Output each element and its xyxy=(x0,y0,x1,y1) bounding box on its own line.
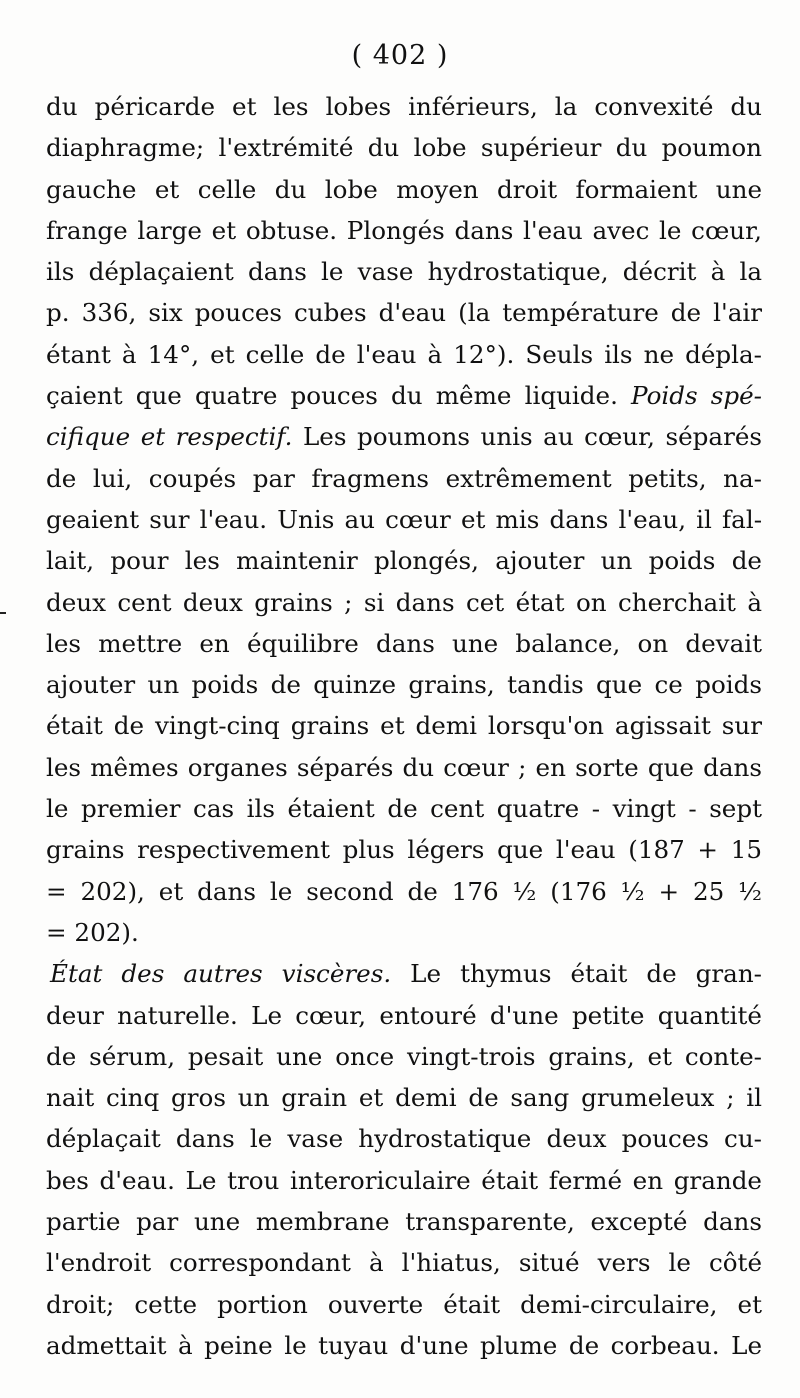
text-line xyxy=(46,292,762,333)
text-line xyxy=(46,953,762,994)
text-line xyxy=(46,705,762,746)
text-line xyxy=(46,1201,762,1242)
text-line xyxy=(46,1077,762,1118)
margin-mark xyxy=(0,612,6,614)
text-line xyxy=(46,1284,762,1325)
text-line xyxy=(46,871,762,912)
text-run: partie par une membrane transparente, excepté dans xyxy=(46,1207,762,1237)
text-run: p. 336, six pouces cubes d'eau (la température de l'air xyxy=(46,298,762,328)
text-line xyxy=(46,210,762,251)
text-line xyxy=(46,664,762,705)
text-run: lait, pour les maintenir plongés, ajouter un poids de xyxy=(46,546,762,576)
text-run: ils déplaçaient dans le vase hydrostatique, décrit à la xyxy=(46,257,762,287)
text-run: le premier cas ils étaient de cent quatre - vingt - sept xyxy=(46,794,762,824)
text-run: gauche et celle du lobe moyen droit formaient une xyxy=(46,174,762,204)
italic-text: Poids spé- xyxy=(631,381,762,411)
text-run: ajouter un poids de quinze grains, tandis que ce poids xyxy=(46,670,762,700)
text-run: grains respectivement plus légers que l'eau (187 + 15 xyxy=(46,835,762,865)
page-number: ( 402 ) xyxy=(351,40,449,71)
text-line xyxy=(46,912,762,953)
text-run: les mettre en équilibre dans une balance, on devait xyxy=(46,628,762,658)
text-line xyxy=(46,995,762,1036)
text-line xyxy=(46,829,762,870)
text-line xyxy=(46,788,762,829)
text-line xyxy=(46,127,762,168)
text-run: deux cent deux grains ; si dans cet état on cherchait à xyxy=(46,587,762,617)
text-run: de lui, coupés par fragmens extrêmement petits, na- xyxy=(46,463,762,493)
text-run: l'endroit correspondant à l'hiatus, situé vers le côté xyxy=(46,1248,762,1278)
text-line xyxy=(46,334,762,375)
text-run: droit; cette portion ouverte était demi-circulaire, et xyxy=(46,1289,762,1319)
text-run: nait cinq gros un grain et demi de sang grumeleux ; il xyxy=(46,1083,762,1113)
text-line xyxy=(46,1036,762,1077)
text-run: diaphragme; l'extrémité du lobe supérieur du poumon xyxy=(46,133,762,163)
text-line xyxy=(46,1160,762,1201)
text-run: étant à 14°, et celle de l'eau à 12°). Seuls ils ne dépla- xyxy=(46,339,762,369)
text-run: bes d'eau. Le trou interoriculaire était fermé en grande xyxy=(46,1165,762,1195)
text-line xyxy=(46,1118,762,1159)
text-run: frange large et obtuse. Plongés dans l'eau avec le cœur, xyxy=(46,215,762,245)
text-line xyxy=(46,499,762,540)
body-text xyxy=(46,86,762,1366)
text-run: geaient sur l'eau. Unis au cœur et mis dans l'eau, il fal- xyxy=(46,504,762,534)
text-run: = 202). xyxy=(46,917,139,947)
text-run: du péricarde et les lobes inférieurs, la convexité du xyxy=(46,92,762,121)
text-line xyxy=(46,416,762,457)
italic-text: État des autres viscères. xyxy=(50,959,392,989)
text-line xyxy=(46,1325,762,1366)
text-line xyxy=(46,86,762,127)
text-run: = 202), et dans le second de 176 ½ (176 ½ + 25 ½ xyxy=(46,876,762,906)
text-run: deur naturelle. Le cœur, entouré d'une petite quantité xyxy=(46,1000,762,1030)
text-run: de sérum, pesait une once vingt-trois grains, et conte- xyxy=(46,1041,762,1071)
text-line xyxy=(46,251,762,292)
text-line xyxy=(46,582,762,623)
text-line xyxy=(46,747,762,788)
text-line xyxy=(46,458,762,499)
text-run: Les poumons unis au cœur, séparés xyxy=(292,422,762,452)
italic-text: cifique et respectif. xyxy=(46,422,293,452)
text-line xyxy=(46,540,762,581)
text-run: déplaçait dans le vase hydrostatique deux pouces cu- xyxy=(46,1124,762,1154)
text-line xyxy=(46,623,762,664)
text-line xyxy=(46,1242,762,1283)
text-run: çaient que quatre pouces du même liquide. xyxy=(46,381,632,411)
text-run: admettait à peine le tuyau d'une plume de corbeau. Le xyxy=(46,1330,762,1360)
text-line xyxy=(46,169,762,210)
text-run: était de vingt-cinq grains et demi lorsqu'on agissait sur xyxy=(46,711,762,741)
text-run: Le thymus était de gran- xyxy=(391,959,762,989)
text-line xyxy=(46,375,762,416)
text-run: les mêmes organes séparés du cœur ; en sorte que dans xyxy=(46,752,762,782)
